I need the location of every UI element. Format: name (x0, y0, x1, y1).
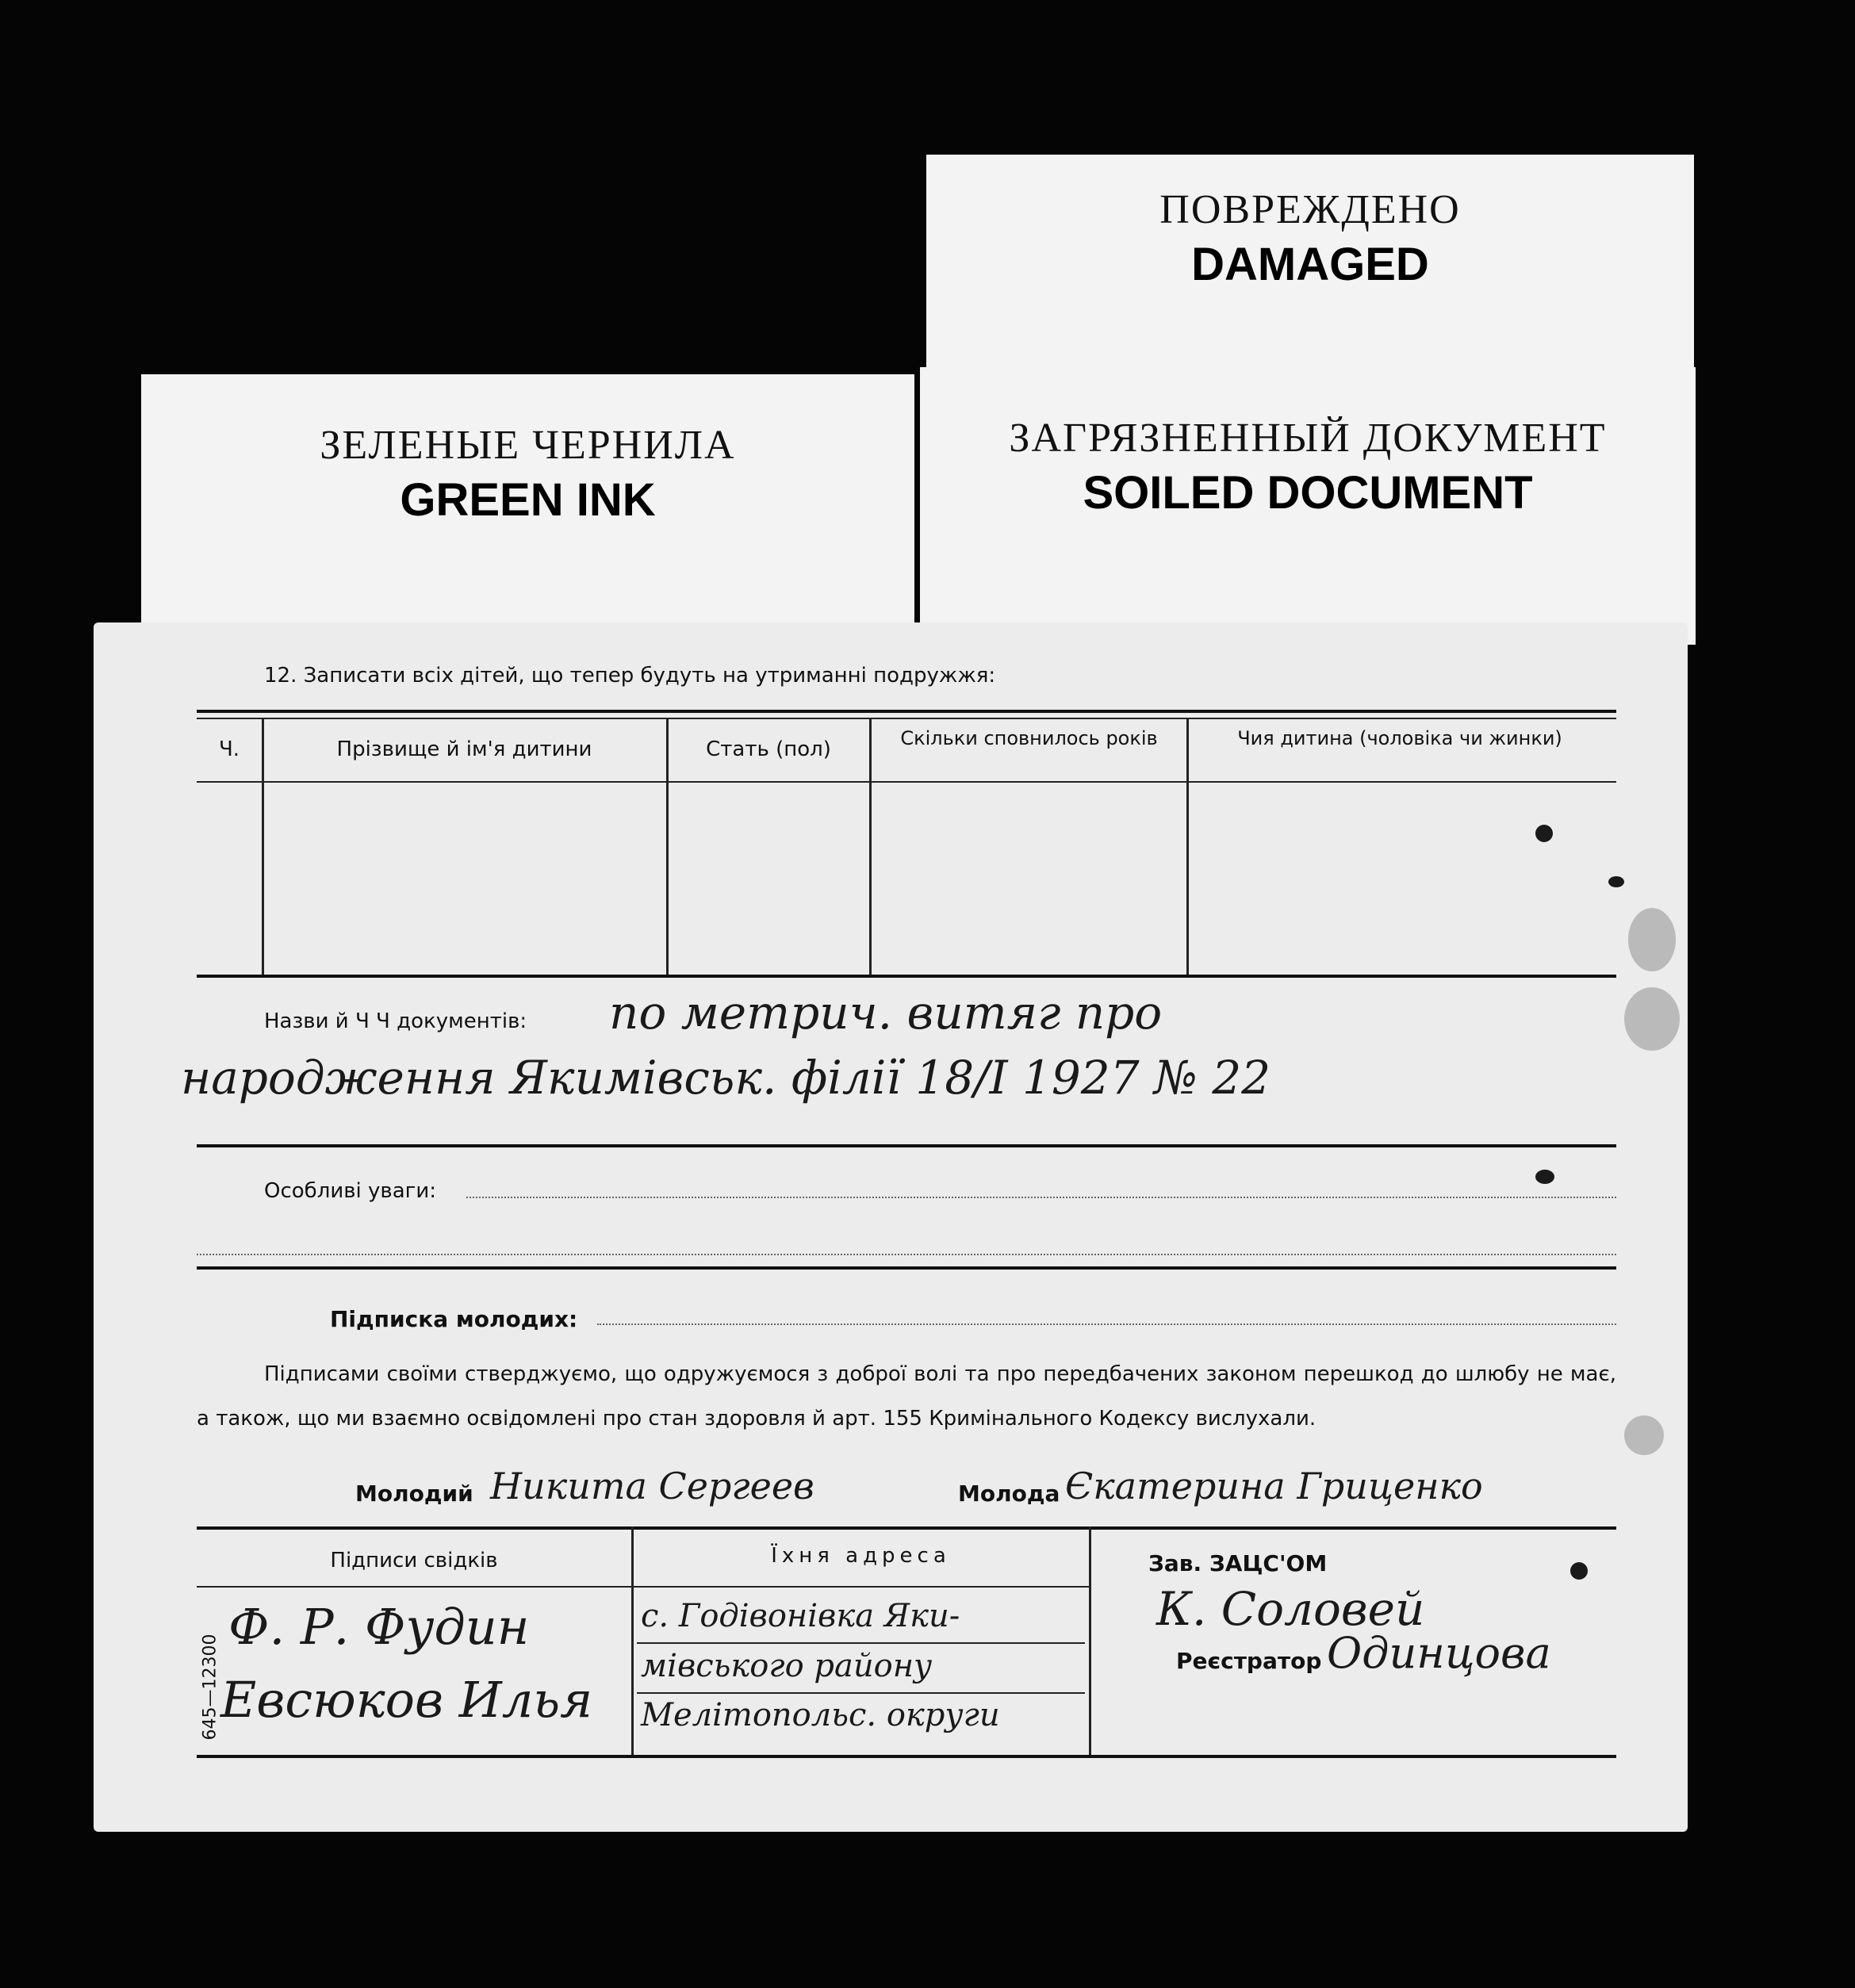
table-header-rule (197, 781, 1616, 783)
witness-table-top-rule (197, 1526, 1616, 1530)
address-header: Їхня адреса (771, 1544, 951, 1568)
documents-rule (197, 1144, 1616, 1147)
address-rule (637, 1692, 1085, 1694)
table-col-divider (869, 718, 872, 975)
col-child-name-header: Прізвище й ім'я дитини (336, 737, 592, 761)
green-ink-label-en: GREEN INK (400, 474, 656, 526)
signatures-heading: Підписка молодих: (330, 1306, 578, 1332)
ink-stain (1608, 876, 1624, 887)
notes-dotted-line (466, 1197, 1616, 1198)
form-number: 645—12300 (200, 1634, 220, 1741)
soiled-label-en: SOILED DOCUMENT (1083, 467, 1533, 519)
col-number-header: Ч. (218, 737, 240, 761)
registrar-label: Реєстратор (1176, 1648, 1322, 1674)
soiled-document-label-card (920, 367, 1696, 645)
address-line-1: с. Годівонівка Яки- (641, 1598, 960, 1634)
notes-label: Особливі уваги: (264, 1179, 436, 1203)
table-top-rule-2 (197, 718, 1616, 719)
green-ink-label-card (141, 374, 914, 644)
documents-label: Назви й Ч Ч документів: (264, 1009, 527, 1033)
witness-signature-2: Евсюков Илья (220, 1671, 593, 1729)
declaration-text: Підписами своїми стверджуємо, що одружуємося з доброї волі та про передбачених законом перешкод до шлюбу не має, а також, що ми взаємно освідомлені про стан здоровля й арт. 155 Кримінального Кодексу вислухали. (197, 1362, 1616, 1431)
groom-label: Молодий (355, 1480, 473, 1507)
soil-stain (1624, 1415, 1664, 1455)
ink-stain (1535, 1170, 1554, 1184)
green-ink-label-ru: ЗЕЛЕНЫЕ ЧЕРНИЛА (320, 423, 736, 468)
witness-signature-1: Ф. Р. Фудин (228, 1598, 530, 1656)
damaged-label-ru: ПОВРЕЖДЕНО (1159, 187, 1461, 232)
notes-dotted-line-2 (197, 1254, 1616, 1255)
witness-header-rule (197, 1586, 1089, 1588)
address-line-2: мівського району (641, 1648, 933, 1684)
witness-col-divider (1089, 1526, 1091, 1756)
notes-rule (197, 1266, 1616, 1270)
witness-header: Підписи свідків (330, 1549, 498, 1572)
address-line-3: Мелітопольс. округи (641, 1697, 1000, 1733)
damaged-label-card (926, 155, 1694, 393)
address-rule (637, 1642, 1085, 1644)
witness-table-bottom-rule (197, 1755, 1616, 1758)
ink-stain (1535, 825, 1553, 842)
table-bottom-rule (197, 975, 1616, 978)
documents-handwriting-line1: по метрич. витяг про (609, 986, 1163, 1040)
col-age-header: Скільки сповнилось років (900, 727, 1158, 749)
section-12-heading: 12. Записати всіх дітей, що тепер будуть на утриманні подружжя: (264, 664, 996, 688)
col-sex-header: Стать (пол) (706, 737, 831, 761)
marriage-record-form (94, 622, 1688, 1832)
registrar-signature: Одинцова (1327, 1628, 1551, 1678)
bride-signature: Єкатерина Гриценко (1065, 1465, 1483, 1507)
soiled-label-ru: ЗАГРЯЗНЕННЫЙ ДОКУМЕНТ (1009, 416, 1607, 461)
soil-stain (1624, 987, 1680, 1051)
table-col-divider (1186, 718, 1189, 975)
bride-label: Молода (958, 1480, 1060, 1507)
documents-handwriting-line2: народження Якимівськ. філії 18/I 1927 № 22 (181, 1051, 1271, 1105)
damaged-label-en: DAMAGED (1191, 239, 1429, 290)
head-signature: К. Соловей (1156, 1582, 1425, 1636)
signatures-dotted-line (597, 1323, 1616, 1325)
head-label: Зав. ЗАЦС'ОМ (1148, 1550, 1328, 1576)
soil-stain (1628, 908, 1676, 971)
table-top-rule (197, 710, 1616, 713)
col-whose-child-header: Чия дитина (чоловіка чи жинки) (1237, 727, 1562, 749)
ink-stain (1570, 1562, 1588, 1580)
groom-signature: Никита Сергеев (490, 1465, 814, 1507)
